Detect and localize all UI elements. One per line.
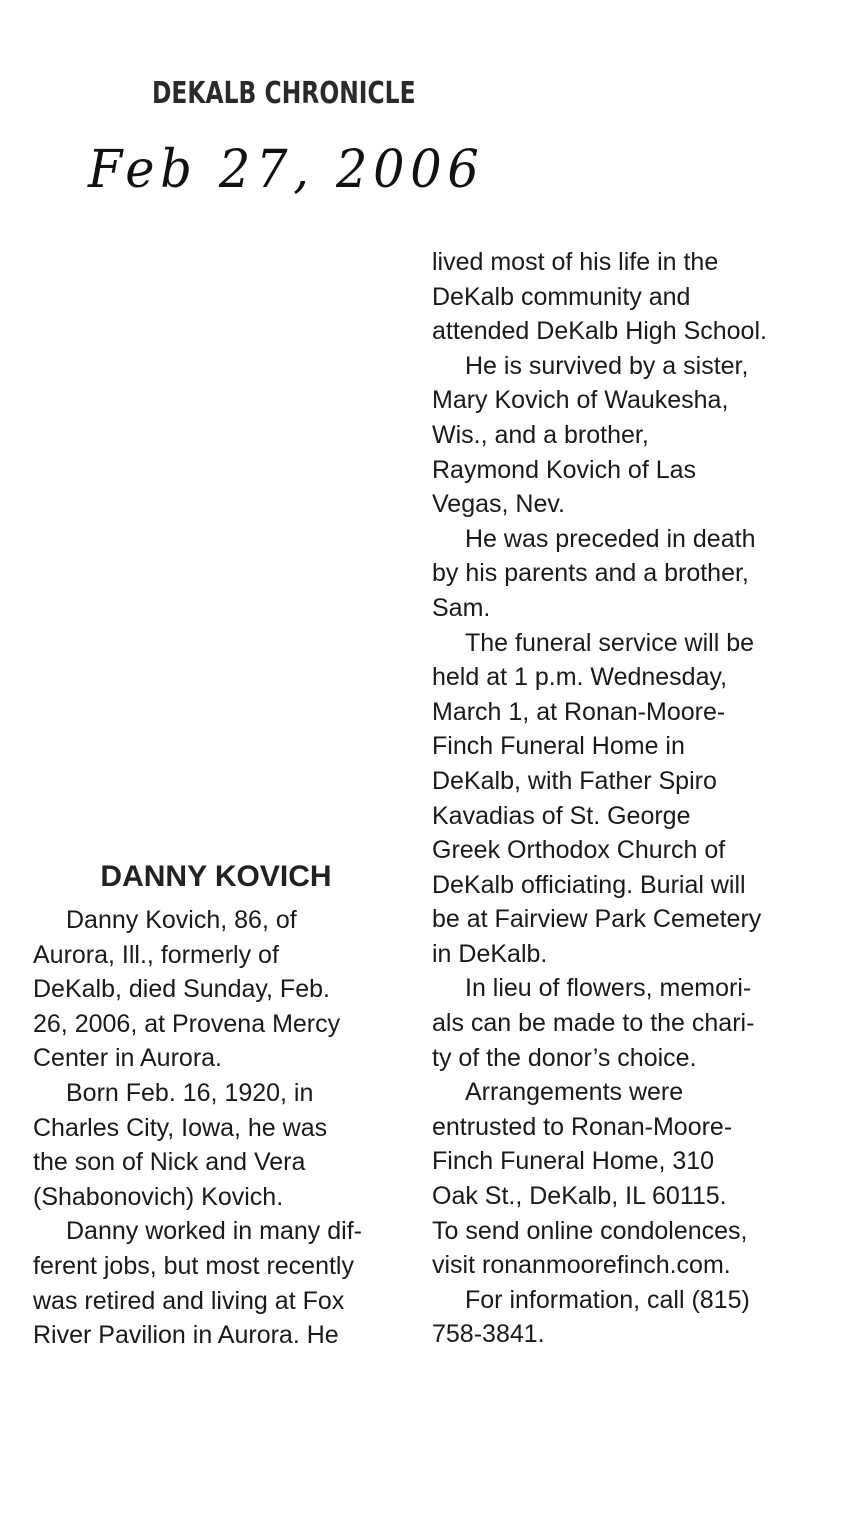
obituary-left-column xyxy=(33,903,393,1353)
handwritten-date: Feb 27, 2006 xyxy=(88,140,485,200)
text-line: be at Fairview Park Cemetery xyxy=(432,905,762,934)
text-line: Aurora, Ill., formerly of xyxy=(33,940,279,969)
text-line: DeKalb community and xyxy=(432,282,691,311)
text-line: Oak St., DeKalb, IL 60115. xyxy=(432,1182,727,1211)
text-line: March 1, at Ronan-Moore- xyxy=(432,697,726,726)
text-line: held at 1 p.m. Wednesday, xyxy=(432,663,728,692)
text-line: (Shabonovich) Kovich. xyxy=(33,1182,284,1211)
text-line: Arrangements were xyxy=(465,1078,684,1107)
text-line: entrusted to Ronan-Moore- xyxy=(432,1112,733,1141)
text-line: Kavadias of St. George xyxy=(432,801,691,830)
text-line: DeKalb officiating. Burial will xyxy=(432,870,746,899)
text-line: the son of Nick and Vera xyxy=(33,1148,306,1177)
text-line: Sam. xyxy=(432,593,491,622)
text-line: River Pavilion in Aurora. He xyxy=(33,1321,339,1350)
text-line: Greek Orthodox Church of xyxy=(432,836,726,865)
text-line: Born Feb. 16, 1920, in xyxy=(66,1078,314,1107)
text-line: To send online condolences, xyxy=(432,1216,748,1245)
text-line: Wis., and a brother, xyxy=(432,420,649,449)
text-line: als can be made to the chari- xyxy=(432,1009,755,1038)
text-line: ferent jobs, but most recently xyxy=(33,1251,354,1280)
obituary-heading: DANNY KOVICH xyxy=(100,860,332,893)
text-line: by his parents and a brother, xyxy=(432,559,749,588)
text-line: DeKalb, died Sunday, Feb. xyxy=(33,975,330,1004)
text-line: In lieu of flowers, memori- xyxy=(465,974,752,1003)
text-line: He is survived by a sister, xyxy=(465,351,749,380)
text-line: Mary Kovich of Waukesha, xyxy=(432,386,729,415)
obituary-right-column xyxy=(432,245,812,1352)
text-line: ty of the donor’s choice. xyxy=(432,1043,697,1072)
text-line: attended DeKalb High School. xyxy=(432,317,767,346)
text-line: Danny Kovich, 86, of xyxy=(66,906,297,934)
text-line: in DeKalb. xyxy=(432,939,548,968)
text-line: Raymond Kovich of Las xyxy=(432,455,697,484)
text-line: Center in Aurora. xyxy=(33,1044,222,1073)
text-line: Finch Funeral Home, 310 xyxy=(432,1147,715,1176)
text-line: Charles City, Iowa, he was xyxy=(33,1113,328,1142)
text-line: visit ronanmoorefinch.com. xyxy=(432,1251,731,1280)
text-line: Vegas, Nev. xyxy=(432,490,565,519)
text-line: He was preceded in death xyxy=(465,524,756,553)
text-line: The funeral service will be xyxy=(465,628,755,657)
text-line: was retired and living at Fox xyxy=(33,1286,345,1315)
text-line: Finch Funeral Home in xyxy=(432,732,685,761)
text-line: 26, 2006, at Provena Mercy xyxy=(33,1009,341,1038)
text-line: Danny worked in many dif- xyxy=(66,1217,362,1246)
newspaper-masthead: DEKALB CHRONICLE xyxy=(152,76,416,111)
text-line: 758-3841. xyxy=(432,1320,545,1349)
text-line: lived most of his life in the xyxy=(432,248,719,276)
text-line: For information, call (815) xyxy=(465,1285,750,1314)
text-line: DeKalb, with Father Spiro xyxy=(432,766,717,795)
